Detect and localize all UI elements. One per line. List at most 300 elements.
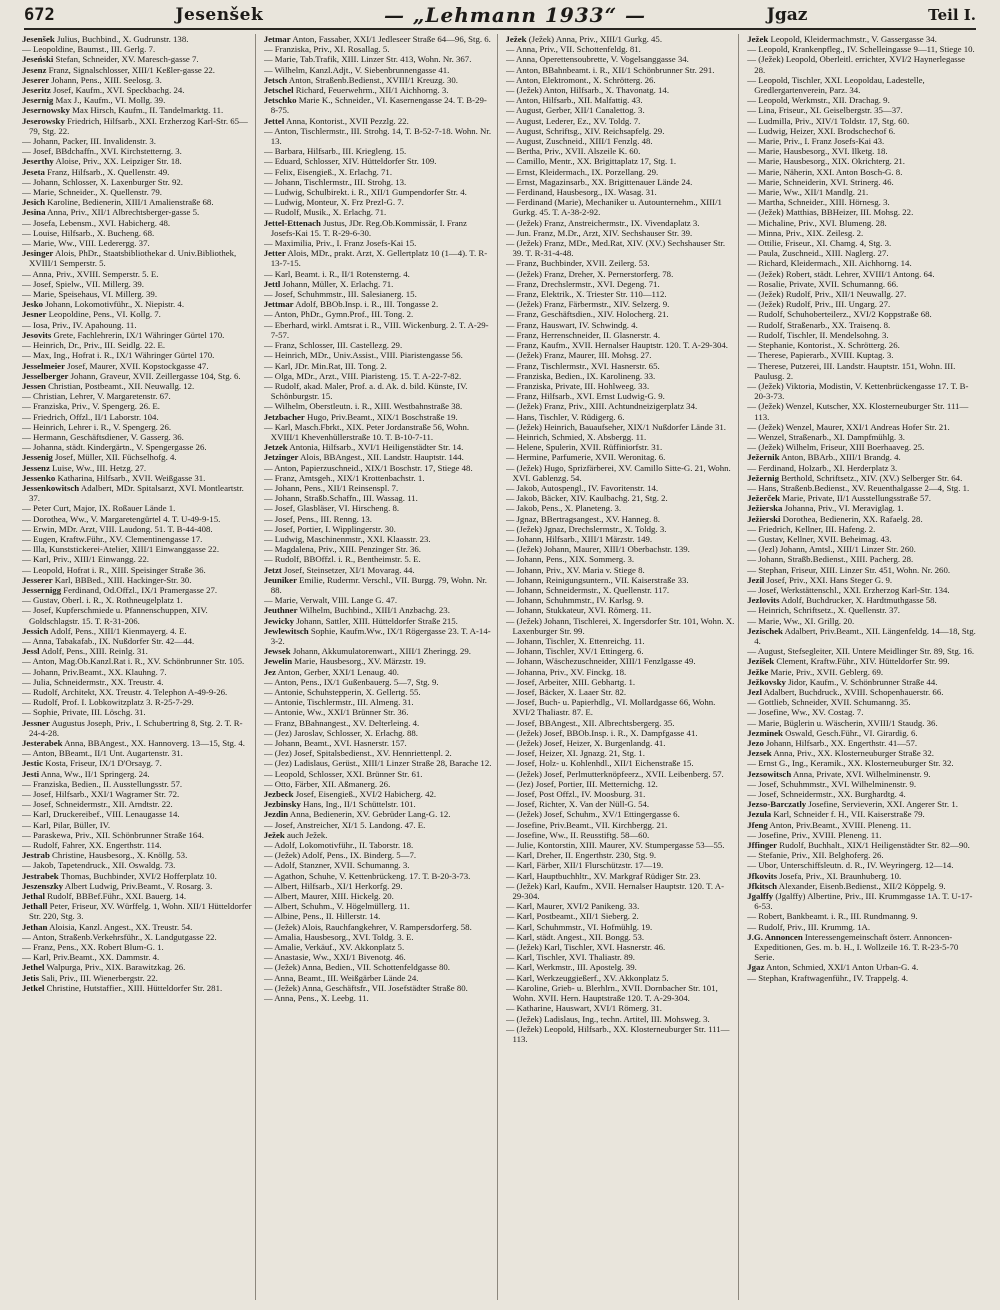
entry-text: — (Ježek) Leopold, Oberleitl. errichter, XVI/2 Haynerlegasse 28. [747, 54, 966, 75]
directory-entry [264, 830, 494, 840]
entry-text: Adolf, Pens., XIII/1 Kienmayerg. 4. E. [48, 625, 187, 636]
entry-text: — Anna, Beamt., III. Weißgärber Lände 24. [263, 972, 419, 983]
entry-text: Adalbert, MDr. Spitalsarzt, XVI. Montleartstr. 37. [29, 482, 244, 504]
directory-entry [22, 473, 252, 483]
entry-text: — Josef, Richter, X. Van der Nüll-G. 54. [505, 799, 650, 810]
directory-entry [506, 554, 736, 564]
entry-text: — Ernst G., Ing., Keramik., XX. Klosterneuburger Str. 32. [747, 758, 954, 769]
entry-text: — (Ježek) Franz, Färbermstr., XIV. Selzerg. 9. [505, 299, 670, 310]
entry-text: — Anton, Straßenb.Verkehrsführ., X. Landgutgasse 22. [22, 931, 217, 942]
entry-text: — (Ježek) Josef, Perlmutterknöpfeerz., XVII. Leibenberg. 57. [505, 768, 724, 779]
directory-entry [22, 809, 252, 819]
directory-entry [264, 350, 494, 360]
directory-entry [264, 442, 494, 452]
entry-text: — Ernst, Kleidermach., IX. Porzellang. 29. [505, 166, 659, 177]
entry-text: — Johann, Straßb.Bedienst., XIII. Pacherg. 28. [747, 554, 914, 565]
entry-text: Alois, PhDr., Staatsbibliothekar d. Univ.Bibliothek, XVIII/1 Semperstr. 5. [29, 248, 237, 269]
entry-text: — Rudolf, Musik., X. Erlachg. 71. [263, 207, 387, 218]
entry-surname: Jezišek [747, 656, 775, 667]
directory-entry [747, 483, 977, 493]
entry-text: Anna, BBAngest., XX. Hannoverg. 13—15, Stg. 4. [62, 738, 245, 749]
entry-text: Antonia, Hilfsarb., XVI/1 Heiligenstädter Str. 14. [287, 442, 464, 453]
directory-entry [747, 463, 977, 473]
directory-entry [22, 595, 252, 605]
entry-text: auch Ježek. [284, 829, 328, 840]
entry-text: Max Hirsch, Kaufm., II. Tandelmarktg. 11. [69, 105, 224, 116]
directory-entry [264, 238, 494, 248]
entry-text: — Therese, Papierarb., XVIII. Kuptag. 3. [747, 350, 894, 361]
entry-text: Jidor, Kaufm., V. Schönbrunner Straße 44. [785, 676, 938, 687]
entry-text: — Paula, Zuschneid., XIII. Naglerg. 27. [747, 248, 889, 259]
entry-surname: Jessenz [22, 462, 50, 473]
directory-entry [506, 565, 736, 575]
entry-text: Anton, Schmied, XXI/1 Anton Urban-G. 4. [764, 962, 919, 973]
entry-text: Adolf, BBOb.Insp. i. R., III. Tongasse 2. [293, 299, 439, 310]
directory-entry [22, 718, 252, 738]
directory-entry [22, 973, 252, 983]
entry-text: — Marie, Büglerin u. Wäscherin, XVIII/1 Staudg. 36. [747, 717, 938, 728]
entry-text: — (Ježek) Anton, Hilfsarb., X. Thavonatg. 14. [505, 85, 670, 96]
entry-text: — Josef, Anstreicher, XI/1 5. Landong. 47. E. [263, 819, 426, 830]
entry-text: — Karl, Schuhmmstr., VI. Hofmühlg. 19. [505, 921, 653, 932]
directory-entry [264, 809, 494, 819]
directory-entry [22, 218, 252, 228]
entry-text: — Franz, Amtsgeh., XIX/1 Krottenbachstr. 1. [263, 472, 425, 483]
entry-text: — Johann, Priv.Beamt., XX. Klauhng. 7. [22, 666, 167, 677]
directory-entry [506, 320, 736, 330]
entry-text: — Josef, Werkstättenschl., XXI. Erzherzog Karl-Str. 134. [747, 584, 950, 595]
entry-text: — Hans, Straßenb.Bedienst., XV. Reuenthalgasse 2—4, Stg. 1. [747, 482, 970, 493]
entry-surname: Jesko [22, 299, 44, 310]
directory-entry [264, 718, 494, 728]
entry-text: — Olga, MDr., Arzt., VIII. Piaristeng. 15. T. A-22-7-82. [263, 370, 462, 381]
directory-entry [747, 126, 977, 136]
entry-text: — Albine, Pens., II. Hillerstr. 14. [263, 911, 381, 922]
entry-text: Stefan, Schneider, XV. Maresch-gasse 7. [53, 54, 199, 65]
entry-text: Wilhelm, Buchbind., XIII/1 Anzbachg. 23. [297, 605, 450, 616]
entry-text: — (Ježek) Franz, Priv., XIII. Achtundneizigerplatz 34. [505, 401, 698, 412]
entry-text: — Josef, Portier, I. Wipplingerstr. 30. [263, 523, 396, 534]
directory-entry [264, 799, 494, 809]
directory-entry [22, 656, 252, 666]
entry-text: — Karl, Postbeamt., XII/1 Sieberg. 2. [505, 911, 639, 922]
entry-surname: Jettel [263, 115, 285, 126]
directory-entry [506, 697, 736, 717]
entry-text: — Albert, Schuhm., V. Högelmüllerg. 11. [263, 901, 410, 912]
entry-text: — (Ježek) Robert, städt. Lehrer, XVIII/1 Antong. 64. [747, 268, 935, 279]
directory-entry [747, 707, 977, 717]
entry-surname: Jezbinsky [263, 799, 301, 810]
entry-text: — Josef, Schneidermstr., XII. Arndtstr. 22. [22, 799, 173, 810]
directory-entry [22, 565, 252, 575]
entry-text: Josefine, Servieverin, XXI. Angerer Str. 1. [806, 799, 958, 810]
directory-entry [22, 146, 252, 156]
entry-text: — Johann, Priv., XV. Maria v. Stiege 8. [505, 564, 645, 575]
directory-entry [264, 524, 494, 534]
directory-entry [22, 860, 252, 870]
entry-text: — Johann, Wäschezuschneider, XIII/1 Fenzlgasse 49. [505, 656, 696, 667]
column-2 [264, 34, 498, 1300]
directory-entry [22, 187, 252, 197]
entry-text: — August, Gerber, XII/1 Canalettog. 3. [505, 105, 645, 116]
entry-text: Marie, Private, II/1 Ausstellungsstraße 57. [779, 493, 931, 504]
directory-entry [506, 860, 736, 870]
entry-text: — Richard, Kleidermach., XII. Aichhorng. 14. [747, 258, 912, 269]
entry-text: Josef, Müller, XII. Füchselhofg. 4. [52, 452, 177, 463]
directory-entry [264, 779, 494, 789]
directory-entry [747, 197, 977, 207]
entry-text: — (Ježek) Viktoria, Modistin, V. Kettenbrückengasse 17. T. B-20-3-73. [747, 380, 969, 402]
directory-entry [22, 758, 252, 768]
directory-entry [264, 54, 494, 64]
entry-surname: Jezischek [747, 625, 783, 636]
directory-entry [747, 687, 977, 697]
entry-surname: Jesserer [22, 574, 53, 585]
entry-text: — (Jez) Josef, Spitalsbedienst., XV. Hennriettenpl. 2. [263, 748, 452, 759]
directory-entry [264, 473, 494, 483]
directory-entry [22, 65, 252, 75]
entry-surname: Jezminek [747, 727, 783, 738]
directory-entry [747, 626, 977, 646]
entry-surname: Jessenig [22, 452, 53, 463]
directory-entry [506, 412, 736, 422]
entry-text: — Heinrich, Schmied, X. Absbergg. 11. [505, 431, 647, 442]
directory-entry [747, 677, 977, 687]
entry-text: — Johann, Tischler, XV/1 Ettingerg. 6. [505, 646, 644, 657]
entry-text: Karl, Schneider f. H., VII. Kaiserstraße 79. [771, 809, 925, 820]
directory-entry [22, 197, 252, 207]
entry-text: — Karl, JDr. Min.Rat, III. Tong. 2. [263, 360, 387, 371]
entry-text: — Heinrich, Schriftsetz., X. Quellenstr. 37. [747, 605, 900, 616]
directory-entry [506, 636, 736, 646]
entry-text: — Franziska, Priv., XI. Rosallag. 5. [263, 44, 390, 55]
entry-text: Adolf, Pens., XIII. Reinlg. 31. [39, 646, 148, 657]
directory-entry [747, 667, 977, 677]
entry-text: — Ludwig, Heizer, XXI. Brodschechof 6. [747, 125, 896, 136]
entry-text: — Marie, Näherin, XXI. Anton Bosch-G. 8. [747, 166, 903, 177]
entry-text: — Hermine, Parfumerie, XVII. Weronitag. 6. [505, 452, 666, 463]
directory-entry [506, 830, 736, 840]
entry-text: — Johann, Straßb.Schaffn., III. Wassag. 11. [263, 493, 418, 504]
directory-entry [264, 993, 494, 1003]
directory-entry [747, 575, 977, 585]
entry-text: Aloise, Priv., XX. Leipziger Str. 18. [53, 156, 182, 167]
directory-entry [506, 748, 736, 758]
entry-text: Marie, Priv., XVII. Geblerg. 69. [768, 666, 884, 677]
directory-entry [22, 697, 252, 707]
directory-entry [747, 309, 977, 319]
directory-entry [506, 65, 736, 75]
entry-text: Anton, Gerber, XXI/1 Lenaug. 40. [275, 666, 399, 677]
directory-entry [506, 95, 736, 105]
entry-surname: Jezo [747, 738, 764, 749]
entry-text: — Friedrich, Offzl., II/1 Laborstr. 104. [22, 411, 159, 422]
directory-entry [747, 789, 977, 799]
directory-entry [747, 850, 977, 860]
entry-text: — (Ježek) Josef, Heizer, X. Burgenlandg. 41. [505, 738, 666, 749]
entry-surname: Jewelin [263, 656, 293, 667]
entry-text: — Agathon, Schuhe, V. Kettenbrückeng. 17. T. B-20-3-73. [263, 870, 471, 881]
entry-text: — Anton, Elektromont., X. Schrötterg. 26. [505, 74, 656, 85]
entry-text: Walpurga, Priv., XIX. Barawitzkag. 26. [44, 962, 186, 973]
directory-entry [506, 820, 736, 830]
directory-entry [264, 85, 494, 95]
directory-entry [264, 554, 494, 564]
entry-text: — Franz, Kaufm., XVII. Hernalser Hauptstr. 120. T. A-29-304. [505, 340, 728, 351]
entry-surname: Jeserer [22, 74, 50, 85]
entry-surname: Jettel-Ettenach [263, 217, 321, 228]
directory-entry [506, 187, 736, 197]
entry-text: — Katharine, Hauswart, XVI/1 Römerg. 31. [505, 1003, 662, 1014]
directory-entry [22, 228, 252, 238]
directory-entry [506, 514, 736, 524]
entry-text: — Anton, Mag.Ob.Kanzl.Rat i. R., XV. Schönbrunner Str. 105. [22, 656, 245, 667]
entry-surname: Ježernik [747, 452, 780, 463]
directory-entry [747, 595, 977, 605]
entry-surname: Jeuthner [263, 605, 298, 616]
directory-entry [506, 177, 736, 187]
entry-text: — Josef, Arbeiter, XIII. Gebhartg. 1. [505, 676, 636, 687]
directory-entry [264, 881, 494, 891]
directory-entry [506, 279, 736, 289]
directory-entry [747, 156, 977, 166]
entry-text: Adolf, Buchdrucker, X. Hardtmuthgasse 58. [779, 595, 937, 606]
directory-entry [22, 962, 252, 972]
entry-text: — Sophie, Private, III. Löschg. 31. [22, 707, 146, 718]
entry-text: — Magdalena, Priv., XIII. Penzinger Str. 36. [263, 544, 422, 555]
entry-text: — Karl, städt. Angest., XII. Bongg. 53. [505, 931, 645, 942]
entry-surname: Jessenko [22, 472, 56, 483]
entry-text: — Karoline, Grieb- u. Blerhlrn., XVII. Dornbacher Str. 101, Wohn. XVII. Hern. Hauptstraße 120. T. A-29-304. [505, 982, 718, 1004]
entry-text: — Johanna, städt. Kindergärtn., V. Spengergasse 26. [22, 442, 207, 453]
directory-entry [747, 238, 977, 248]
entry-text: — Anton, Tischlermstr., III. Strohg. 14, T. B-52-7-18. Wohn. Nr. 13. [263, 125, 492, 147]
directory-entry [22, 646, 252, 656]
entry-text: — (Ježek) Karl, Kaufm., XVII. Hernalser Hauptstr. 120. T. A-29-304. [505, 880, 725, 902]
directory-entry [22, 840, 252, 850]
directory-entry [506, 432, 736, 442]
entry-surname: Jewsek [263, 646, 291, 657]
entry-text: — Franziska, Private, III. Hohlweeg. 33. [505, 380, 650, 391]
entry-surname: Ježek [747, 34, 769, 44]
directory-entry [506, 340, 736, 350]
entry-surname: Jesenšek [22, 34, 55, 44]
directory-entry [747, 299, 977, 309]
entry-text: — (Ježek) Rudolf, Priv., III. Ungarg. 27. [747, 299, 891, 310]
entry-text: Johann, Pens., XIII. Seelosg. 3. [49, 74, 162, 85]
directory-entry [747, 95, 977, 105]
directory-entry [747, 44, 977, 54]
directory-entry [22, 677, 252, 687]
entry-text: — Franz, Drechslermstr., XVI. Degeng. 71. [505, 278, 660, 289]
entry-text: Augustus Joseph, Priv., I. Schubertring 8, Stg. 2. T. R-24-4-28. [29, 717, 243, 738]
entry-surname: Jesina [22, 207, 46, 218]
directory-entry [264, 412, 494, 422]
entry-text: — Josef, Heizer, XI. Jgnazg. 21, Stg. 1. [505, 748, 645, 759]
entry-text: — Ludwig, Maschinenmstr., XXI. Klaasstr. 23. [263, 533, 431, 544]
entry-text: — Jakob, Tapetendruck., XII. Oswaldg. 73. [22, 860, 176, 871]
entry-text: — (Ježek) Anna, Bedien., VII. Schottenfeldgasse 80. [263, 962, 450, 973]
entry-text: — Leopold, Werkmstr., XII. Drachag. 9. [747, 95, 890, 106]
entry-surname: Jesich [22, 197, 45, 208]
entry-text: — Franziska, Bedien., IX. Karolineng. 33. [505, 370, 656, 381]
entry-text: — Josef, Pens., III. Renng. 13. [263, 513, 372, 524]
directory-entry [22, 452, 252, 462]
entry-text: — (Ježek) Wenzel, Kutscher, XX. Klosterneuburger Str. 111—113. [747, 401, 969, 422]
entry-text: — Ludwig, Monteur, X. Frz Prezl-G. 7. [263, 197, 404, 208]
directory-entry [506, 871, 736, 881]
directory-entry [264, 309, 494, 319]
directory-entry [747, 258, 977, 268]
directory-entry [22, 238, 252, 248]
entry-text: — Josef, Kupferschmiede u. Pfannenschuppen, XIV. Goldschlagstr. 15. T. R-31-206. [22, 605, 208, 626]
directory-entry [264, 493, 494, 503]
entry-surname: Jewlewitsch [263, 625, 309, 636]
directory-entry [506, 126, 736, 136]
directory-entry [747, 422, 977, 432]
entry-surname: Jezil [747, 574, 765, 585]
directory-entry [506, 850, 736, 860]
entry-text: Kosta, Friseur, IX/1 D'Orsayg. 7. [43, 758, 162, 769]
directory-entry [506, 677, 736, 687]
directory-entry [506, 1024, 736, 1044]
directory-entry [264, 656, 494, 666]
entry-surname: Jesselmeier [22, 360, 65, 371]
directory-entry [506, 728, 736, 738]
directory-entry [264, 503, 494, 513]
directory-entry [747, 820, 977, 830]
directory-entry [747, 809, 977, 819]
entry-text: Anton, Priv.Beamt., XVIII. Pleneng. 11. [767, 819, 912, 830]
entry-text: — Karl, Werkmstr., III. Apostelg. 39. [505, 962, 637, 973]
directory-entry [506, 718, 736, 728]
directory-entry [506, 605, 736, 615]
entry-text: — Josef, Glasbläser, VI. Hirscheng. 8. [263, 503, 400, 514]
directory-entry [506, 371, 736, 381]
entry-text: Ferdinand, Od.Offzl., IX/1 Pramergasse 27. [61, 584, 218, 595]
entry-surname: Jezlovits [747, 595, 780, 606]
entry-surname: Jesenz [22, 64, 47, 75]
entry-text: Leopoldine, Pens., VI. Kollg. 7. [46, 309, 161, 320]
directory-entry [264, 667, 494, 677]
directory-entry [747, 728, 977, 738]
entry-surname: J.G. Annoncen [747, 931, 803, 942]
entry-text: — (Ježek) Wilhelm, Friseur, XIII Boerhaaveg. 25. [747, 442, 925, 453]
entry-text: — Josefa, Lebensm., XVI. Habicherg. 48. [22, 217, 171, 228]
directory-entry [264, 126, 494, 146]
entry-surname: Jfeng [747, 819, 768, 830]
entry-text: — Josef, Bäcker, X. Laaer Str. 82. [505, 687, 627, 697]
entry-surname: Jeserowsky [22, 115, 65, 126]
entry-text: Marie, Hausbesorg., XV. Märzstr. 19. [292, 656, 426, 667]
entry-text: — (Ježek) Rudolf, Priv., XII/1 Neuwallg. 27. [747, 289, 907, 300]
directory-entry [264, 44, 494, 54]
directory-entry [506, 738, 736, 748]
directory-entry [22, 850, 252, 860]
entry-text: Karl, BBBed., XIII. Hackinger-Str. 30. [52, 574, 192, 585]
entry-surname: Ježernig [747, 472, 780, 483]
directory-entry [506, 218, 736, 228]
entry-text: — Gustav, Oberl. i. R., X. Rothneugelplatz 1. [22, 595, 183, 606]
entry-surname: Jesernowsky [22, 105, 70, 116]
directory-entry [264, 167, 494, 177]
entry-text: — Antonie, Schuhstepperin, X. Gellertg. 55. [263, 687, 421, 697]
entry-text: Anton, Straßenb.Bedienst., XVIII/1 Kreuzg. 30. [287, 74, 458, 85]
directory-entry [22, 75, 252, 85]
directory-entry [747, 871, 977, 881]
directory-entry [22, 85, 252, 95]
directory-entry [747, 146, 977, 156]
entry-text: — (Ježek) Anna, Geschäftsfr., VII. Josefstädter Straße 80. [263, 982, 468, 993]
entry-text: Anton, Fassaber, XXI/1 Jedleseer Straße 64—96, Stg. 6. [290, 34, 491, 44]
entry-text: — Franz, Geschäftsdien., XIV. Holocherg. 21. [505, 309, 669, 320]
entry-text: — Heinrich, MDr., Univ.Assist., VIII. Piaristengasse 56. [263, 350, 463, 361]
directory-entry [22, 401, 252, 411]
entry-text: — Barbara, Hilfsarb., III. Kriegleng. 15. [263, 146, 407, 157]
entry-text: — Eugen, Kraftw.Führ., XV. Clementinengasse 17. [22, 533, 203, 544]
entry-text: Josef, Kaufm., XVI. Speckbachg. 24. [50, 85, 185, 96]
entry-text: — Johann, Stukkateur, XVI. Römerg. 11. [505, 605, 652, 616]
entry-text: — Felix, Eisengieß., X. Erlachg. 71. [263, 166, 393, 177]
directory-entry [22, 54, 252, 64]
directory-entry [264, 891, 494, 901]
entry-surname: Jewicky [263, 615, 295, 626]
entry-text: — Karl, Hauptbuchhltr., XV. Markgraf Rüdiger Str. 23. [505, 870, 701, 881]
directory-entry [747, 585, 977, 595]
entry-surname: Jetzt [263, 564, 282, 575]
entry-text: Oswald, Gesch.Führ., VI. Girardig. 6. [782, 727, 918, 738]
directory-entry [747, 881, 977, 891]
directory-entry [506, 146, 736, 156]
entry-text: — (Ježek) Leopold, Hilfsarb., XX. Klosterneuburger Str. 111—113. [505, 1023, 730, 1044]
directory-entry [22, 626, 252, 636]
directory-entry [264, 922, 494, 932]
entry-text: — Jakob, Bäcker, XIV. Kaulbachg. 21, Stg. 2. [505, 493, 668, 504]
entry-surname: Jez [263, 666, 276, 677]
directory-entry [264, 320, 494, 340]
entry-text: Interessengemeinschaft österr. Annoncen-Expeditionen, Ges. m. b. H., I. Wollzeile 16. T. R-23-5-70 Serie. [754, 931, 959, 963]
directory-entry [264, 575, 494, 595]
directory-entry [22, 340, 252, 350]
directory-entry [747, 830, 977, 840]
directory-entry [264, 697, 494, 707]
directory-entry [264, 156, 494, 166]
directory-entry [506, 585, 736, 595]
entry-text: — Jakob, Autospengl., IV. Favoritenstr. 14. [505, 482, 659, 493]
directory-entry [747, 799, 977, 809]
entry-text: Berthold, Schriftsetz., XIV. (XV.) Selberger Str. 64. [779, 472, 963, 483]
directory-entry [264, 901, 494, 911]
directory-entry [22, 687, 252, 697]
entry-surname: Jffinger [747, 840, 778, 851]
entry-text: — (Ježek) Josef, BBOb.Insp. i. R., X. Dampfgasse 41. [505, 727, 698, 738]
directory-entry [747, 116, 977, 126]
page-number: 672 [24, 5, 55, 25]
directory-entry [22, 707, 252, 717]
entry-text: — Marie, Schneiderin, XVI. Strinerg. 46. [747, 176, 894, 187]
directory-entry [506, 544, 736, 554]
directory-entry [747, 350, 977, 360]
entry-text: — Gustav, Kellner, XVII. Beheimag. 43. [747, 533, 892, 544]
directory-entry [747, 279, 977, 289]
directory-entry [22, 738, 252, 748]
entry-text: Peter, Friseur, XV. Würffelg. 1, Wohn. XII/1 Hütteldorfer Str. 220, Stg. 3. [29, 901, 252, 922]
directory-entry [747, 565, 977, 575]
entry-text: — Josef, Schneidermstr., XX. Burghardtg. 4. [747, 789, 906, 800]
directory-entry [506, 34, 736, 44]
entry-text: — Josef, Spielw., VII. Millerg. 39. [22, 278, 145, 289]
entry-text: Luise, Ww., III. Hetzg. 27. [49, 462, 147, 473]
